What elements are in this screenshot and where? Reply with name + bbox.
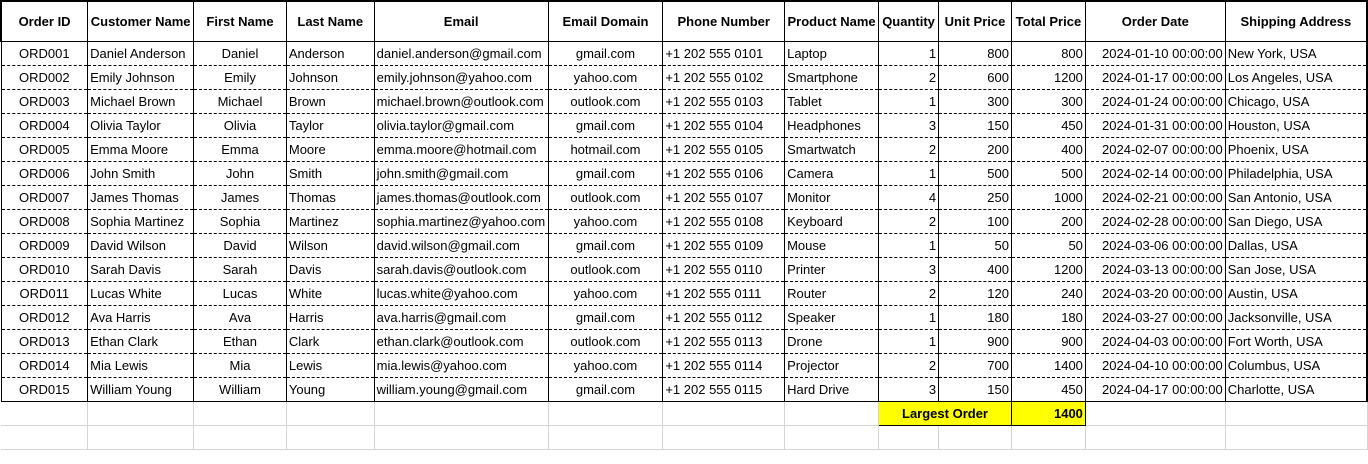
cell-unit-price[interactable]: 800	[939, 41, 1012, 65]
cell-email-domain[interactable]: outlook.com	[548, 257, 663, 281]
header-order-date[interactable]: Order Date	[1085, 1, 1225, 41]
cell-phone-number[interactable]: +1 202 555 0106	[663, 161, 785, 185]
header-quantity[interactable]: Quantity	[879, 1, 939, 41]
cell-total-price[interactable]: 300	[1011, 89, 1085, 113]
table-row	[1, 185, 1367, 209]
cell-order-date[interactable]: 2024-02-28 00:00:00	[1085, 209, 1225, 233]
cell-unit-price[interactable]: 120	[939, 281, 1012, 305]
cell-product-name[interactable]: Projector	[785, 353, 879, 377]
empty-cell[interactable]	[1, 401, 88, 425]
empty-cell[interactable]	[1085, 425, 1225, 449]
cell-email-domain[interactable]: gmail.com	[548, 161, 663, 185]
cell-unit-price[interactable]: 300	[939, 89, 1012, 113]
cell-shipping-address[interactable]: Columbus, USA	[1225, 353, 1367, 377]
cell-total-price[interactable]: 900	[1011, 329, 1085, 353]
cell-email[interactable]: olivia.taylor@gmail.com	[374, 113, 548, 137]
cell-quantity[interactable]: 2	[879, 137, 939, 161]
cell-customer-name[interactable]: Ethan Clark	[88, 329, 194, 353]
cell-email[interactable]: ethan.clark@outlook.com	[374, 329, 548, 353]
header-phone-number[interactable]: Phone Number	[663, 1, 785, 41]
cell-first-name[interactable]: Olivia	[194, 113, 287, 137]
cell-email-domain[interactable]: yahoo.com	[548, 65, 663, 89]
cell-quantity[interactable]: 2	[879, 65, 939, 89]
cell-email[interactable]: daniel.anderson@gmail.com	[374, 41, 548, 65]
cell-shipping-address[interactable]: Phoenix, USA	[1225, 137, 1367, 161]
empty-cell[interactable]	[785, 401, 879, 425]
cell-email[interactable]: james.thomas@outlook.com	[374, 185, 548, 209]
cell-phone-number[interactable]: +1 202 555 0114	[663, 353, 785, 377]
empty-cell[interactable]	[939, 425, 1012, 449]
cell-customer-name[interactable]: Michael Brown	[88, 89, 194, 113]
cell-email[interactable]: lucas.white@yahoo.com	[374, 281, 548, 305]
cell-product-name[interactable]: Printer	[785, 257, 879, 281]
cell-phone-number[interactable]: +1 202 555 0101	[663, 41, 785, 65]
cell-unit-price[interactable]: 500	[939, 161, 1012, 185]
header-last-name[interactable]: Last Name	[286, 1, 374, 41]
cell-order-date[interactable]: 2024-03-20 00:00:00	[1085, 281, 1225, 305]
cell-first-name[interactable]: Sophia	[194, 209, 287, 233]
cell-last-name[interactable]: Moore	[286, 137, 374, 161]
cell-order-date[interactable]: 2024-04-10 00:00:00	[1085, 353, 1225, 377]
cell-first-name[interactable]: James	[194, 185, 287, 209]
cell-email-domain[interactable]: gmail.com	[548, 41, 663, 65]
table-row	[1, 137, 1367, 161]
cell-unit-price[interactable]: 250	[939, 185, 1012, 209]
empty-cell[interactable]	[785, 425, 879, 449]
cell-quantity[interactable]: 4	[879, 185, 939, 209]
empty-cell[interactable]	[663, 401, 785, 425]
cell-shipping-address[interactable]: Austin, USA	[1225, 281, 1367, 305]
header-order-id[interactable]: Order ID	[1, 1, 88, 41]
cell-quantity[interactable]: 3	[879, 257, 939, 281]
cell-shipping-address[interactable]: San Diego, USA	[1225, 209, 1367, 233]
cell-phone-number[interactable]: +1 202 555 0103	[663, 89, 785, 113]
cell-customer-name[interactable]: Daniel Anderson	[88, 41, 194, 65]
cell-order-id[interactable]: ORD005	[1, 137, 88, 161]
cell-unit-price[interactable]: 150	[939, 113, 1012, 137]
cell-shipping-address[interactable]: Chicago, USA	[1225, 89, 1367, 113]
cell-email-domain[interactable]: yahoo.com	[548, 353, 663, 377]
cell-shipping-address[interactable]: Dallas, USA	[1225, 233, 1367, 257]
cell-product-name[interactable]: Camera	[785, 161, 879, 185]
cell-phone-number[interactable]: +1 202 555 0115	[663, 377, 785, 401]
table-row	[1, 281, 1367, 305]
cell-phone-number[interactable]: +1 202 555 0112	[663, 305, 785, 329]
cell-email[interactable]: mia.lewis@yahoo.com	[374, 353, 548, 377]
cell-order-date[interactable]: 2024-01-10 00:00:00	[1085, 41, 1225, 65]
header-email[interactable]: Email	[374, 1, 548, 41]
cell-order-id[interactable]: ORD009	[1, 233, 88, 257]
cell-quantity[interactable]: 1	[879, 89, 939, 113]
cell-product-name[interactable]: Smartwatch	[785, 137, 879, 161]
largest-order-value[interactable]: 1400	[1011, 401, 1085, 425]
cell-order-id[interactable]: ORD002	[1, 65, 88, 89]
cell-last-name[interactable]: Taylor	[286, 113, 374, 137]
cell-customer-name[interactable]: Lucas White	[88, 281, 194, 305]
cell-first-name[interactable]: Ethan	[194, 329, 287, 353]
cell-product-name[interactable]: Drone	[785, 329, 879, 353]
cell-shipping-address[interactable]: Houston, USA	[1225, 113, 1367, 137]
cell-email-domain[interactable]: gmail.com	[548, 233, 663, 257]
empty-cell[interactable]	[548, 401, 663, 425]
cell-order-id[interactable]: ORD008	[1, 209, 88, 233]
cell-unit-price[interactable]: 100	[939, 209, 1012, 233]
cell-last-name[interactable]: Davis	[286, 257, 374, 281]
cell-email-domain[interactable]: outlook.com	[548, 185, 663, 209]
cell-customer-name[interactable]: Emily Johnson	[88, 65, 194, 89]
cell-shipping-address[interactable]: New York, USA	[1225, 41, 1367, 65]
empty-cell[interactable]	[194, 425, 287, 449]
cell-shipping-address[interactable]: Jacksonville, USA	[1225, 305, 1367, 329]
header-shipping-address[interactable]: Shipping Address	[1225, 1, 1367, 41]
cell-product-name[interactable]: Smartphone	[785, 65, 879, 89]
cell-last-name[interactable]: Harris	[286, 305, 374, 329]
summary-row	[1, 401, 1367, 425]
cell-email-domain[interactable]: hotmail.com	[548, 137, 663, 161]
header-first-name[interactable]: First Name	[194, 1, 287, 41]
cell-quantity[interactable]: 2	[879, 209, 939, 233]
cell-unit-price[interactable]: 900	[939, 329, 1012, 353]
cell-last-name[interactable]: Martinez	[286, 209, 374, 233]
cell-order-date[interactable]: 2024-04-17 00:00:00	[1085, 377, 1225, 401]
table-row	[1, 377, 1367, 401]
empty-cell[interactable]	[88, 401, 194, 425]
cell-customer-name[interactable]: Olivia Taylor	[88, 113, 194, 137]
cell-unit-price[interactable]: 150	[939, 377, 1012, 401]
cell-unit-price[interactable]: 50	[939, 233, 1012, 257]
cell-last-name[interactable]: Smith	[286, 161, 374, 185]
cell-product-name[interactable]: Mouse	[785, 233, 879, 257]
cell-first-name[interactable]: David	[194, 233, 287, 257]
cell-quantity[interactable]: 3	[879, 113, 939, 137]
cell-email[interactable]: sarah.davis@outlook.com	[374, 257, 548, 281]
empty-cell[interactable]	[663, 425, 785, 449]
cell-order-date[interactable]: 2024-01-24 00:00:00	[1085, 89, 1225, 113]
cell-shipping-address[interactable]: Fort Worth, USA	[1225, 329, 1367, 353]
empty-cell[interactable]	[1, 425, 88, 449]
cell-order-date[interactable]: 2024-01-31 00:00:00	[1085, 113, 1225, 137]
cell-phone-number[interactable]: +1 202 555 0107	[663, 185, 785, 209]
header-total-price[interactable]: Total Price	[1011, 1, 1085, 41]
cell-phone-number[interactable]: +1 202 555 0108	[663, 209, 785, 233]
cell-first-name[interactable]: Emily	[194, 65, 287, 89]
empty-cell[interactable]	[194, 401, 287, 425]
cell-total-price[interactable]: 1200	[1011, 65, 1085, 89]
table-row	[1, 113, 1367, 137]
table-row	[1, 89, 1367, 113]
empty-cell[interactable]	[548, 425, 663, 449]
cell-quantity[interactable]: 2	[879, 353, 939, 377]
largest-order-label[interactable]: Largest Order	[879, 401, 1012, 425]
cell-last-name[interactable]: Johnson	[286, 65, 374, 89]
cell-email[interactable]: emily.johnson@yahoo.com	[374, 65, 548, 89]
cell-first-name[interactable]: Emma	[194, 137, 287, 161]
cell-customer-name[interactable]: Sarah Davis	[88, 257, 194, 281]
cell-order-date[interactable]: 2024-03-06 00:00:00	[1085, 233, 1225, 257]
cell-unit-price[interactable]: 180	[939, 305, 1012, 329]
cell-quantity[interactable]: 3	[879, 377, 939, 401]
cell-quantity[interactable]: 1	[879, 41, 939, 65]
empty-cell[interactable]	[1011, 425, 1085, 449]
cell-total-price[interactable]: 50	[1011, 233, 1085, 257]
cell-total-price[interactable]: 200	[1011, 209, 1085, 233]
cell-total-price[interactable]: 1200	[1011, 257, 1085, 281]
cell-phone-number[interactable]: +1 202 555 0104	[663, 113, 785, 137]
header-product-name[interactable]: Product Name	[785, 1, 879, 41]
cell-total-price[interactable]: 450	[1011, 377, 1085, 401]
cell-email-domain[interactable]: gmail.com	[548, 377, 663, 401]
cell-total-price[interactable]: 400	[1011, 137, 1085, 161]
cell-customer-name[interactable]: William Young	[88, 377, 194, 401]
cell-last-name[interactable]: Lewis	[286, 353, 374, 377]
table-row	[1, 353, 1367, 377]
cell-order-id[interactable]: ORD012	[1, 305, 88, 329]
cell-first-name[interactable]: Lucas	[194, 281, 287, 305]
cell-product-name[interactable]: Keyboard	[785, 209, 879, 233]
cell-order-id[interactable]: ORD015	[1, 377, 88, 401]
cell-last-name[interactable]: Anderson	[286, 41, 374, 65]
empty-cell[interactable]	[374, 401, 548, 425]
cell-product-name[interactable]: Speaker	[785, 305, 879, 329]
cell-product-name[interactable]: Hard Drive	[785, 377, 879, 401]
cell-phone-number[interactable]: +1 202 555 0102	[663, 65, 785, 89]
cell-last-name[interactable]: Young	[286, 377, 374, 401]
cell-email[interactable]: john.smith@gmail.com	[374, 161, 548, 185]
cell-first-name[interactable]: Mia	[194, 353, 287, 377]
cell-phone-number[interactable]: +1 202 555 0113	[663, 329, 785, 353]
cell-order-id[interactable]: ORD001	[1, 41, 88, 65]
cell-order-id[interactable]: ORD010	[1, 257, 88, 281]
cell-unit-price[interactable]: 400	[939, 257, 1012, 281]
cell-order-date[interactable]: 2024-02-07 00:00:00	[1085, 137, 1225, 161]
empty-cell[interactable]	[286, 401, 374, 425]
cell-quantity[interactable]: 1	[879, 305, 939, 329]
cell-customer-name[interactable]: Mia Lewis	[88, 353, 194, 377]
cell-order-id[interactable]: ORD003	[1, 89, 88, 113]
empty-cell[interactable]	[374, 425, 548, 449]
cell-total-price[interactable]: 240	[1011, 281, 1085, 305]
cell-order-id[interactable]: ORD007	[1, 185, 88, 209]
empty-cell[interactable]	[1225, 425, 1367, 449]
cell-order-id[interactable]: ORD006	[1, 161, 88, 185]
cell-order-date[interactable]: 2024-03-13 00:00:00	[1085, 257, 1225, 281]
cell-first-name[interactable]: Ava	[194, 305, 287, 329]
cell-email-domain[interactable]: yahoo.com	[548, 281, 663, 305]
cell-email-domain[interactable]: gmail.com	[548, 113, 663, 137]
cell-last-name[interactable]: Clark	[286, 329, 374, 353]
cell-order-date[interactable]: 2024-04-03 00:00:00	[1085, 329, 1225, 353]
cell-first-name[interactable]: William	[194, 377, 287, 401]
cell-order-id[interactable]: ORD004	[1, 113, 88, 137]
cell-email-domain[interactable]: outlook.com	[548, 329, 663, 353]
cell-order-id[interactable]: ORD011	[1, 281, 88, 305]
cell-shipping-address[interactable]: San Antonio, USA	[1225, 185, 1367, 209]
cell-order-date[interactable]: 2024-03-27 00:00:00	[1085, 305, 1225, 329]
cell-order-date[interactable]: 2024-02-21 00:00:00	[1085, 185, 1225, 209]
empty-cell[interactable]	[1225, 401, 1367, 425]
cell-product-name[interactable]: Monitor	[785, 185, 879, 209]
empty-cell[interactable]	[1085, 401, 1225, 425]
cell-order-id[interactable]: ORD014	[1, 353, 88, 377]
cell-phone-number[interactable]: +1 202 555 0110	[663, 257, 785, 281]
table-row	[1, 161, 1367, 185]
empty-cell[interactable]	[879, 425, 939, 449]
cell-first-name[interactable]: John	[194, 161, 287, 185]
table-row	[1, 257, 1367, 281]
cell-total-price[interactable]: 450	[1011, 113, 1085, 137]
cell-order-date[interactable]: 2024-01-17 00:00:00	[1085, 65, 1225, 89]
cell-email[interactable]: michael.brown@outlook.com	[374, 89, 548, 113]
cell-quantity[interactable]: 1	[879, 233, 939, 257]
cell-total-price[interactable]: 1400	[1011, 353, 1085, 377]
cell-product-name[interactable]: Tablet	[785, 89, 879, 113]
cell-customer-name[interactable]: David Wilson	[88, 233, 194, 257]
cell-order-date[interactable]: 2024-02-14 00:00:00	[1085, 161, 1225, 185]
cell-product-name[interactable]: Router	[785, 281, 879, 305]
cell-total-price[interactable]: 180	[1011, 305, 1085, 329]
header-unit-price[interactable]: Unit Price	[939, 1, 1012, 41]
cell-email[interactable]: william.young@gmail.com	[374, 377, 548, 401]
cell-shipping-address[interactable]: San Jose, USA	[1225, 257, 1367, 281]
cell-email[interactable]: david.wilson@gmail.com	[374, 233, 548, 257]
cell-phone-number[interactable]: +1 202 555 0109	[663, 233, 785, 257]
cell-shipping-address[interactable]: Los Angeles, USA	[1225, 65, 1367, 89]
cell-shipping-address[interactable]: Charlotte, USA	[1225, 377, 1367, 401]
cell-phone-number[interactable]: +1 202 555 0105	[663, 137, 785, 161]
cell-quantity[interactable]: 1	[879, 329, 939, 353]
cell-quantity[interactable]: 2	[879, 281, 939, 305]
cell-order-id[interactable]: ORD013	[1, 329, 88, 353]
header-email-domain[interactable]: Email Domain	[548, 1, 663, 41]
cell-unit-price[interactable]: 700	[939, 353, 1012, 377]
cell-total-price[interactable]: 1000	[1011, 185, 1085, 209]
cell-email-domain[interactable]: gmail.com	[548, 305, 663, 329]
table-row	[1, 305, 1367, 329]
cell-phone-number[interactable]: +1 202 555 0111	[663, 281, 785, 305]
cell-first-name[interactable]: Daniel	[194, 41, 287, 65]
cell-email-domain[interactable]: outlook.com	[548, 89, 663, 113]
cell-customer-name[interactable]: Ava Harris	[88, 305, 194, 329]
cell-product-name[interactable]: Headphones	[785, 113, 879, 137]
cell-unit-price[interactable]: 200	[939, 137, 1012, 161]
cell-email-domain[interactable]: yahoo.com	[548, 209, 663, 233]
cell-customer-name[interactable]: John Smith	[88, 161, 194, 185]
cell-shipping-address[interactable]: Philadelphia, USA	[1225, 161, 1367, 185]
blank-row	[1, 425, 1367, 449]
cell-customer-name[interactable]: Emma Moore	[88, 137, 194, 161]
cell-total-price[interactable]: 500	[1011, 161, 1085, 185]
cell-unit-price[interactable]: 600	[939, 65, 1012, 89]
empty-cell[interactable]	[286, 425, 374, 449]
table-row	[1, 41, 1367, 65]
table-row	[1, 233, 1367, 257]
cell-last-name[interactable]: Brown	[286, 89, 374, 113]
cell-customer-name[interactable]: Sophia Martinez	[88, 209, 194, 233]
cell-total-price[interactable]: 800	[1011, 41, 1085, 65]
cell-email[interactable]: ava.harris@gmail.com	[374, 305, 548, 329]
cell-last-name[interactable]: Thomas	[286, 185, 374, 209]
cell-quantity[interactable]: 1	[879, 161, 939, 185]
empty-cell[interactable]	[88, 425, 194, 449]
table-row	[1, 209, 1367, 233]
cell-email[interactable]: sophia.martinez@yahoo.com	[374, 209, 548, 233]
table-row	[1, 65, 1367, 89]
header-row	[1, 1, 1367, 41]
header-customer-name[interactable]: Customer Name	[88, 1, 194, 41]
cell-last-name[interactable]: White	[286, 281, 374, 305]
cell-email[interactable]: emma.moore@hotmail.com	[374, 137, 548, 161]
cell-customer-name[interactable]: James Thomas	[88, 185, 194, 209]
cell-product-name[interactable]: Laptop	[785, 41, 879, 65]
cell-first-name[interactable]: Sarah	[194, 257, 287, 281]
cell-last-name[interactable]: Wilson	[286, 233, 374, 257]
cell-first-name[interactable]: Michael	[194, 89, 287, 113]
table-row	[1, 329, 1367, 353]
